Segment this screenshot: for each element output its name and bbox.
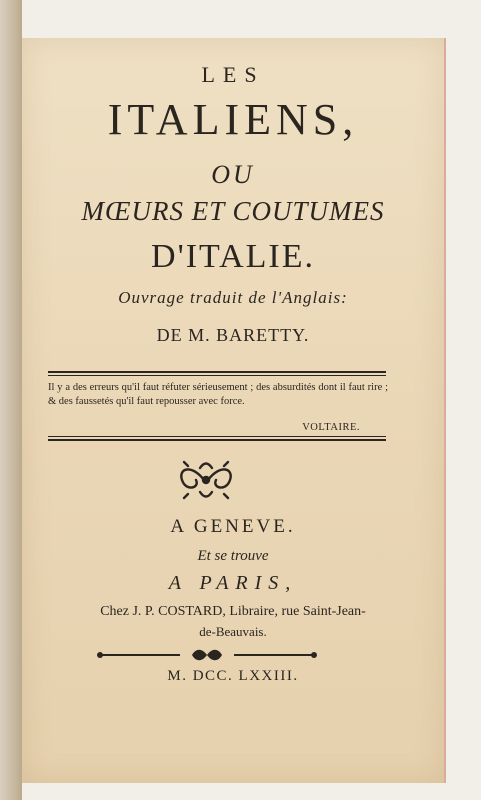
rule-top [48,371,386,373]
imprint-se-trouve: Et se trouve [197,548,269,564]
imprint-publisher-street: de-Beauvais. [199,624,267,639]
title-page [22,38,444,783]
title-moeurs: MŒURS ET COUTUMES [81,196,385,226]
floral-vignette-icon [174,458,238,502]
printer-ornament-band-icon [96,648,318,662]
title-les: LES [201,62,265,87]
book-left-edge [0,0,22,800]
rule-top-thin [48,375,386,376]
author-line: DE M. BARETTY. [156,325,310,345]
title-ou: OU [211,160,255,189]
imprint-paris: A PARIS, [168,572,298,594]
title-italie: D'ITALIE. [151,238,315,275]
epigraph-author: VOLTAIRE. [302,422,360,433]
rule-bottom [48,439,386,441]
epigraph-quote: Il y a des erreurs qu'il faut réfuter sérieusement ; des absurdités dont il faut rire ; & des faussetés qu'il faut repousser avec force. [48,382,388,407]
subtitle-translation: Ouvrage traduit de l'Anglais: [118,288,348,307]
imprint-city: A GENEVE. [170,516,296,537]
title-italiens: ITALIENS, [107,95,359,144]
imprint-year: M. DCC. LXXIII. [167,668,299,684]
rule-bottom-thin [48,436,386,437]
imprint-publisher: Chez J. P. COSTARD, Libraire, rue Saint-Jean- [100,604,366,619]
